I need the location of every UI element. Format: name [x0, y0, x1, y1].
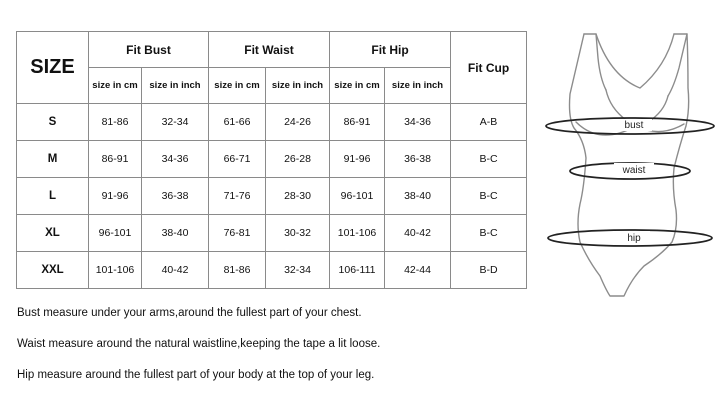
- subheader-row: [17, 68, 527, 104]
- hip-cm-cell: 106-111: [330, 252, 385, 289]
- cup-cell: B-C: [451, 141, 527, 178]
- hip-cm-cell: 101-106: [330, 215, 385, 252]
- hip-inch-cell: 34-36: [385, 104, 451, 141]
- subheader-cell: size in inch: [266, 68, 330, 104]
- bust-cm-cell: 86-91: [89, 141, 142, 178]
- hip-inch-cell: 42-44: [385, 252, 451, 289]
- waist-inch-cell: 32-34: [266, 252, 330, 289]
- cup-cell: B-C: [451, 178, 527, 215]
- hip-cm-cell: 86-91: [330, 104, 385, 141]
- swimsuit-outline-illustration: [540, 28, 715, 303]
- bust-label: bust: [624, 120, 644, 131]
- measurement-notes: [17, 304, 537, 397]
- size-cell: XL: [17, 215, 89, 252]
- bust-cm-cell: 96-101: [89, 215, 142, 252]
- hip-label: hip: [627, 233, 641, 244]
- body-measurement-figure: [540, 28, 715, 303]
- bust-inch-cell: 36-38: [142, 178, 209, 215]
- waist-inch-cell: 30-32: [266, 215, 330, 252]
- bust-inch-cell: 32-34: [142, 104, 209, 141]
- subheader-cell: size in cm: [89, 68, 142, 104]
- hip-inch-cell: 38-40: [385, 178, 451, 215]
- waist-cm-cell: 61-66: [209, 104, 266, 141]
- subheader-cell: size in cm: [209, 68, 266, 104]
- size-chart-table: [16, 31, 527, 289]
- fit-bust-header: Fit Bust: [89, 32, 209, 68]
- size-header: SIZE: [17, 32, 89, 104]
- size-cell: M: [17, 141, 89, 178]
- waist-cm-cell: 76-81: [209, 215, 266, 252]
- cup-cell: B-C: [451, 215, 527, 252]
- fit-cup-header: Fit Cup: [451, 32, 527, 104]
- table-row: [17, 178, 527, 215]
- bust-inch-cell: 34-36: [142, 141, 209, 178]
- table-row: [17, 104, 527, 141]
- hip-inch-cell: 36-38: [385, 141, 451, 178]
- bust-cm-cell: 91-96: [89, 178, 142, 215]
- waist-inch-cell: 24-26: [266, 104, 330, 141]
- waist-cm-cell: 71-76: [209, 178, 266, 215]
- waist-cm-cell: 66-71: [209, 141, 266, 178]
- subheader-cell: size in inch: [142, 68, 209, 104]
- waist-label: waist: [622, 165, 646, 176]
- size-cell: L: [17, 178, 89, 215]
- subheader-cell: size in cm: [330, 68, 385, 104]
- fit-waist-header: Fit Waist: [209, 32, 330, 68]
- hip-inch-cell: 40-42: [385, 215, 451, 252]
- table-row: [17, 252, 527, 289]
- bust-inch-cell: 38-40: [142, 215, 209, 252]
- cup-cell: A-B: [451, 104, 527, 141]
- waist-inch-cell: 26-28: [266, 141, 330, 178]
- bust-cm-cell: 101-106: [89, 252, 142, 289]
- size-cell: S: [17, 104, 89, 141]
- table-row: [17, 215, 527, 252]
- bust-inch-cell: 40-42: [142, 252, 209, 289]
- subheader-cell: size in inch: [385, 68, 451, 104]
- size-cell: XXL: [17, 252, 89, 289]
- hip-cm-cell: 91-96: [330, 141, 385, 178]
- header-row: [17, 32, 527, 68]
- waist-inch-cell: 28-30: [266, 178, 330, 215]
- waist-cm-cell: 81-86: [209, 252, 266, 289]
- hip-cm-cell: 96-101: [330, 178, 385, 215]
- hip-note: Hip measure around the fullest part of your body at the top of your leg.: [17, 369, 375, 381]
- cup-cell: B-D: [451, 252, 527, 289]
- waist-note: Waist measure around the natural waistline,keeping the tape a lit loose.: [17, 338, 381, 350]
- bust-cm-cell: 81-86: [89, 104, 142, 141]
- fit-hip-header: Fit Hip: [330, 32, 451, 68]
- bust-note: Bust measure under your arms,around the fullest part of your chest.: [17, 307, 362, 319]
- table-row: [17, 141, 527, 178]
